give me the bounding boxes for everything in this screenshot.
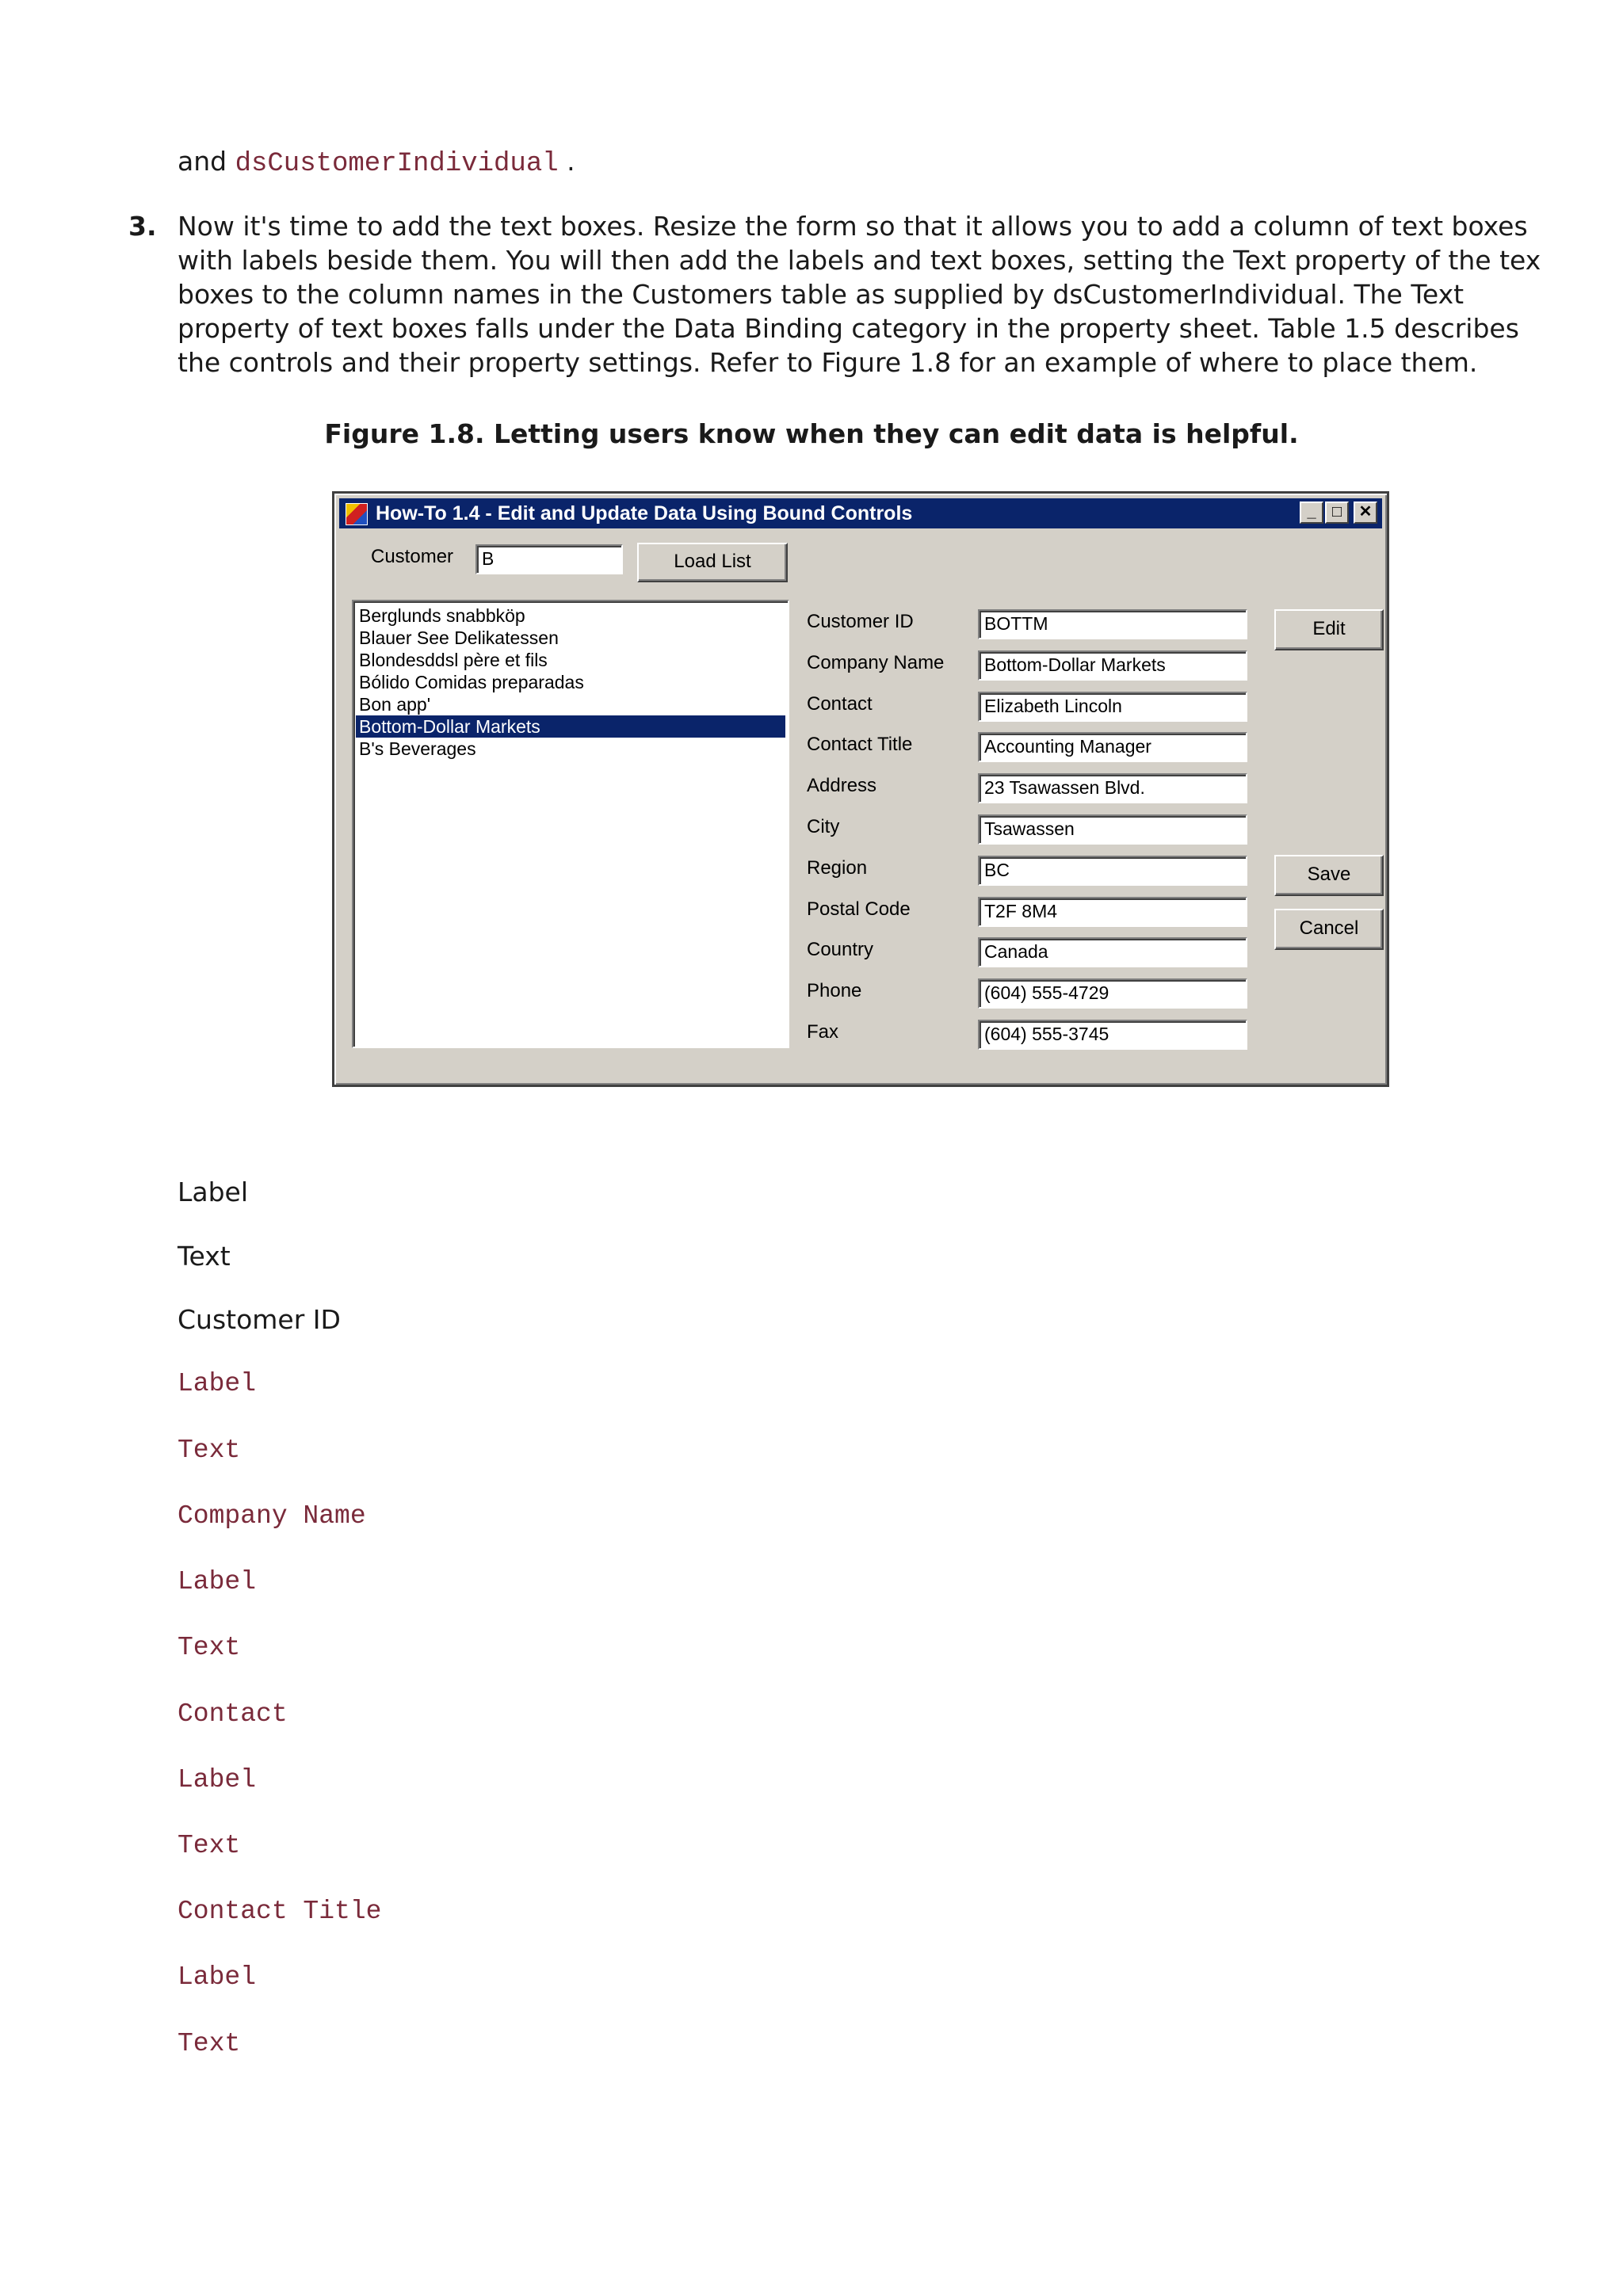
- table-line: Text: [178, 1241, 231, 1272]
- step-3: [128, 209, 1547, 379]
- dialog-window: [332, 491, 1389, 1087]
- app-icon: [346, 503, 368, 525]
- window-title: How-To 1.4 - Edit and Update Data Using Bound Controls: [376, 502, 913, 524]
- field-label: Contact: [807, 692, 873, 715]
- table-line: Contact: [178, 1699, 288, 1729]
- title-bar[interactable]: [339, 498, 1382, 528]
- table-line: Text: [178, 2029, 241, 2058]
- field-input[interactable]: Accounting Manager: [978, 732, 1247, 762]
- table-line: Text: [178, 1436, 241, 1465]
- field-label: Phone: [807, 980, 862, 1002]
- field-input[interactable]: (604) 555-3745: [978, 1020, 1247, 1050]
- field-input[interactable]: Canada: [978, 937, 1247, 967]
- list-item[interactable]: Bon app': [359, 694, 431, 715]
- table-line: Customer ID: [178, 1304, 341, 1335]
- field-label: Region: [807, 856, 868, 879]
- maximize-icon[interactable]: □: [1325, 502, 1349, 524]
- field-label: City: [807, 816, 840, 837]
- field-input[interactable]: Tsawassen: [978, 814, 1247, 845]
- list-item[interactable]: Bottom-Dollar Markets: [356, 715, 785, 738]
- save-button[interactable]: Save: [1274, 855, 1384, 896]
- field-input[interactable]: Bottom-Dollar Markets: [978, 650, 1247, 681]
- table-line: Label: [178, 1962, 257, 1992]
- field-label: Company Name: [807, 651, 945, 673]
- close-icon[interactable]: ✕: [1354, 502, 1377, 524]
- customer-input[interactable]: B: [475, 544, 623, 574]
- intro-code: dsCustomerIndividual: [235, 149, 559, 179]
- list-item[interactable]: Blondesddsl père et fils: [359, 650, 548, 670]
- list-item[interactable]: Berglunds snabbköp: [359, 605, 525, 626]
- field-label: Contact Title: [807, 734, 913, 756]
- edit-button[interactable]: Edit: [1274, 609, 1384, 650]
- step-number: 3.: [128, 211, 157, 242]
- table-line: Label: [178, 1177, 249, 1207]
- load-list-button[interactable]: Load List: [637, 543, 788, 582]
- figure-caption: Figure 1.8. Letting users know when they can edit data is helpful.: [324, 418, 1299, 449]
- field-label: Postal Code: [807, 898, 911, 920]
- table-line: Text: [178, 1633, 241, 1662]
- intro-prefix: and: [178, 146, 235, 177]
- step-text: Now it's time to add the text boxes. Resize the form so that it allows you to add a column of text boxes with labels beside them. You will then add the labels and text boxes, setting the Text property of the tex boxes to the column names in the Customers table as supplied by dsCustomerIndividual. The Text property of text boxes falls under the Data Binding category in the property sheet. Table 1.5 describes the controls and their property settings. Refer to Figure 1.8 for an example of where to place them.: [178, 211, 1541, 378]
- field-label: Country: [807, 939, 874, 961]
- list-item[interactable]: Blauer See Delikatessen: [359, 627, 559, 648]
- field-input[interactable]: BC: [978, 856, 1247, 886]
- field-label: Fax: [807, 1021, 839, 1043]
- minimize-icon[interactable]: _: [1300, 502, 1323, 524]
- table-line: Label: [178, 1369, 257, 1398]
- table-line: Text: [178, 1831, 241, 1860]
- field-input[interactable]: T2F 8M4: [978, 897, 1247, 927]
- field-label: Address: [807, 775, 877, 797]
- field-input[interactable]: Elizabeth Lincoln: [978, 692, 1247, 722]
- list-item[interactable]: B's Beverages: [359, 738, 476, 759]
- field-label: Customer ID: [807, 611, 914, 632]
- intro-line: [178, 143, 575, 183]
- field-input[interactable]: (604) 555-4729: [978, 978, 1247, 1009]
- table-line: Label: [178, 1765, 257, 1794]
- field-input[interactable]: 23 Tsawassen Blvd.: [978, 773, 1247, 803]
- customer-label: Customer: [371, 546, 454, 567]
- intro-suffix: .: [558, 146, 575, 177]
- table-line: Company Name: [178, 1501, 366, 1531]
- cancel-button[interactable]: Cancel: [1274, 909, 1384, 950]
- customer-listbox[interactable]: [352, 600, 789, 1048]
- field-input[interactable]: BOTTM: [978, 609, 1247, 639]
- table-line: Contact Title: [178, 1897, 382, 1926]
- table-line: Label: [178, 1567, 257, 1596]
- list-item[interactable]: Bólido Comidas preparadas: [359, 672, 584, 692]
